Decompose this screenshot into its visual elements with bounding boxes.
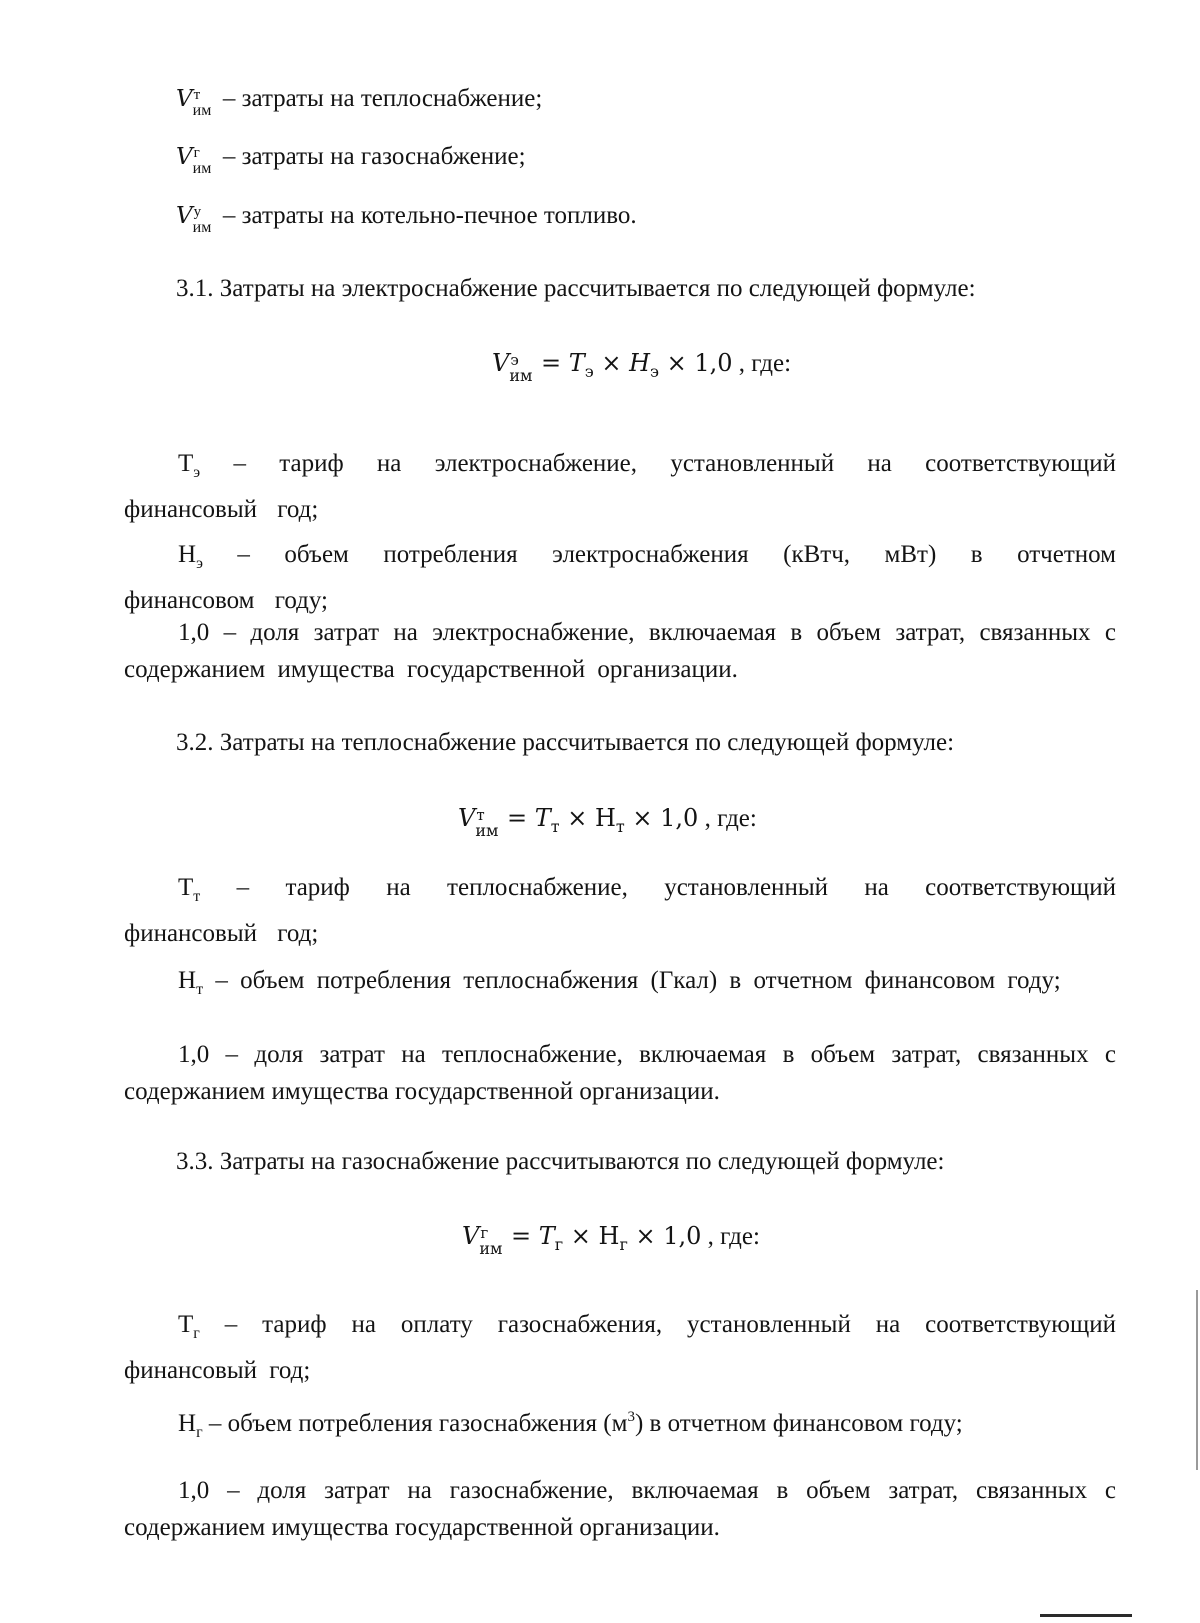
symbol-v: V [176, 144, 193, 170]
definition-text: – затраты на теплоснабжение; [216, 85, 543, 112]
subscript: им [192, 219, 212, 236]
definition-fuel [176, 199, 637, 236]
definition-gas [176, 140, 526, 177]
item-share-heat: 1,0 – доля затрат на теплоснабжение, включаемая в объем затрат, связанных с содержанием имущества государственной организации. [124, 1041, 1116, 1105]
definition-heat [176, 82, 543, 119]
superscript: т [193, 87, 201, 103]
superscript: г [193, 145, 200, 161]
superscript: у [193, 204, 202, 220]
section-heading: 3.1. Затраты на электроснабжение рассчитывается по следующей формуле: [176, 275, 976, 302]
item-share-gas: 1,0 – доля затрат на газоснабжение, включаемая в объем затрат, связанных с содержанием имущества государственной организации. [124, 1477, 1116, 1541]
definition-text: – затраты на котельно-печное топливо. [216, 202, 637, 229]
item-volume-heat: $Н_т$ – объем потребления теплоснабжения (Гкал) в отчетном финансовом году; [178, 967, 1061, 998]
definition-text: – затраты на газоснабжение; [216, 143, 526, 170]
scan-artifact [1040, 1614, 1132, 1617]
formula-gas: V г им = $T_г \times Н_г \times 1,0$ , где: [462, 1222, 760, 1258]
item-share-electricity: 1,0 – доля затрат на электроснабжение, включаемая в объем затрат, связанных с содержанием имущества государственной организации. [124, 619, 1116, 683]
subscript: им [192, 102, 212, 119]
symbol-v: V [176, 203, 193, 229]
item-volume-electricity: $Н_э$ – объем потребления электроснабжения (кВтч, мВт) в отчетном финансовом году; [124, 541, 1116, 614]
subscript: им [192, 160, 212, 177]
formula-heat: V т им = $T_т \times Н_т \times 1,0$ , где: [458, 804, 757, 840]
symbol-v: V [176, 86, 193, 112]
formula-electricity: V э им = $T_э \times H_э \times 1,0$ , где: [492, 349, 792, 385]
item-volume-gas: $Н_г$ – объем потребления газоснабжения $(м^3)$ в отчетном финансовом году; [178, 1409, 963, 1441]
item-tariff-electricity: $Т_э$ – тариф на электроснабжение, установленный на соответствующий финансовый год; [124, 450, 1116, 523]
item-tariff-gas: $Т_г$ – тариф на оплату газоснабжения, установленный на соответствующий финансовый год; [124, 1311, 1116, 1384]
scan-artifact [1196, 1290, 1198, 1470]
section-heading: 3.2. Затраты на теплоснабжение рассчитывается по следующей формуле: [176, 729, 955, 756]
item-tariff-heat: $Т_т$ – тариф на теплоснабжение, установленный на соответствующий финансовый год; [124, 874, 1116, 947]
section-heading: 3.3. Затраты на газоснабжение рассчитываются по следующей формуле: [176, 1148, 945, 1175]
